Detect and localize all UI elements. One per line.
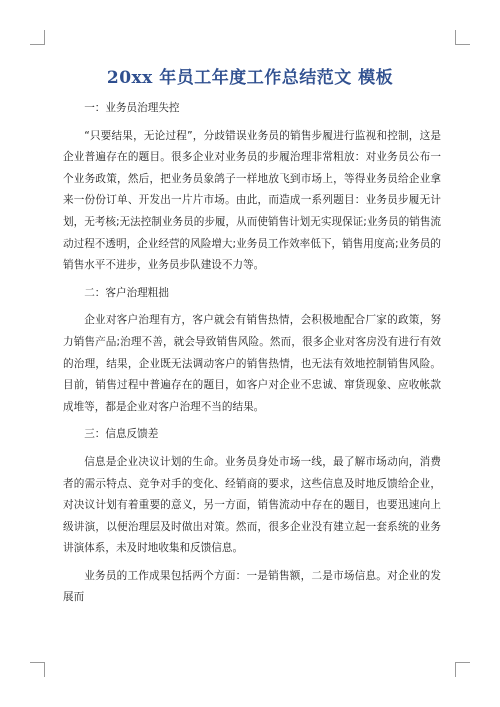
page-corner-mark-top-right [455, 30, 470, 45]
paragraph-2: 企业对客户治理有方，客户就会有销售热情，会积极地配合厂家的政策，努力销售产品;治理不善，就会导致销售风险。然而，很多企业对客房没有进行有效的治理，结果，企业既无法调动客户的销售热情，也无法有效地控制销售风险。目前，销售过程中普遍存在的题目，如客户对企业不忠诚、窜货现象、应收帐款成堆等，都是企业对客户治理不当的结果。 [63, 314, 441, 413]
section-heading-2: 二：客户治理粗拙 [84, 286, 169, 299]
paragraph-1: “只要结果，无论过程”，分歧错误业务员的销售步履进行监视和控制，这是企业普遍存在的题目。很多企业对业务员的步履治理非常粗放：对业务员公布一个业务政策，然后，把业务员象鸽子一样地放飞到市场上，等得业务员给企业拿来一份份订单、开发出一片片市场。由此，而造成一系列题目：业务员步履无计划，无考核;无法控制业务员的步履，从而使销售计划无实现保证;业务员的销售流动过程不透明，企业经营的风险增大;业务员工作效率低下，销售用度高;业务员的销售水平不进步，业务员步队建设不力等。 [63, 129, 441, 272]
page-corner-mark-bottom-left [30, 662, 45, 677]
page-corner-mark-top-left [30, 30, 45, 45]
paragraph-4: 业务员的工作成果包括两个方面：一是销售额，二是市场信息。对企业的发展而 [63, 569, 441, 604]
document-body [63, 98, 441, 615]
section-heading-1: 一：业务员治理失控 [84, 102, 180, 114]
section-heading-3: 三：信息反馈差 [84, 428, 159, 441]
page-corner-mark-bottom-right [455, 662, 470, 677]
document-title: 20xx 年员工年度工作总结范文 模板 [106, 68, 394, 88]
paragraph-3: 信息是企业决议计划的生命。业务员身处市场一线，最了解市场动向，消费者的需示特点、竞争对手的变化、经销商的要求，这些信息及时地反馈给企业，对决议计划有着重要的意义，另一方面，销售流动中存在的题目，也要迅速向上级讲演，以便治理层及时做出对策。然而，很多企业没有建立起一套系统的业务讲演体系，未及时地收集和反馈信息。 [63, 455, 441, 555]
